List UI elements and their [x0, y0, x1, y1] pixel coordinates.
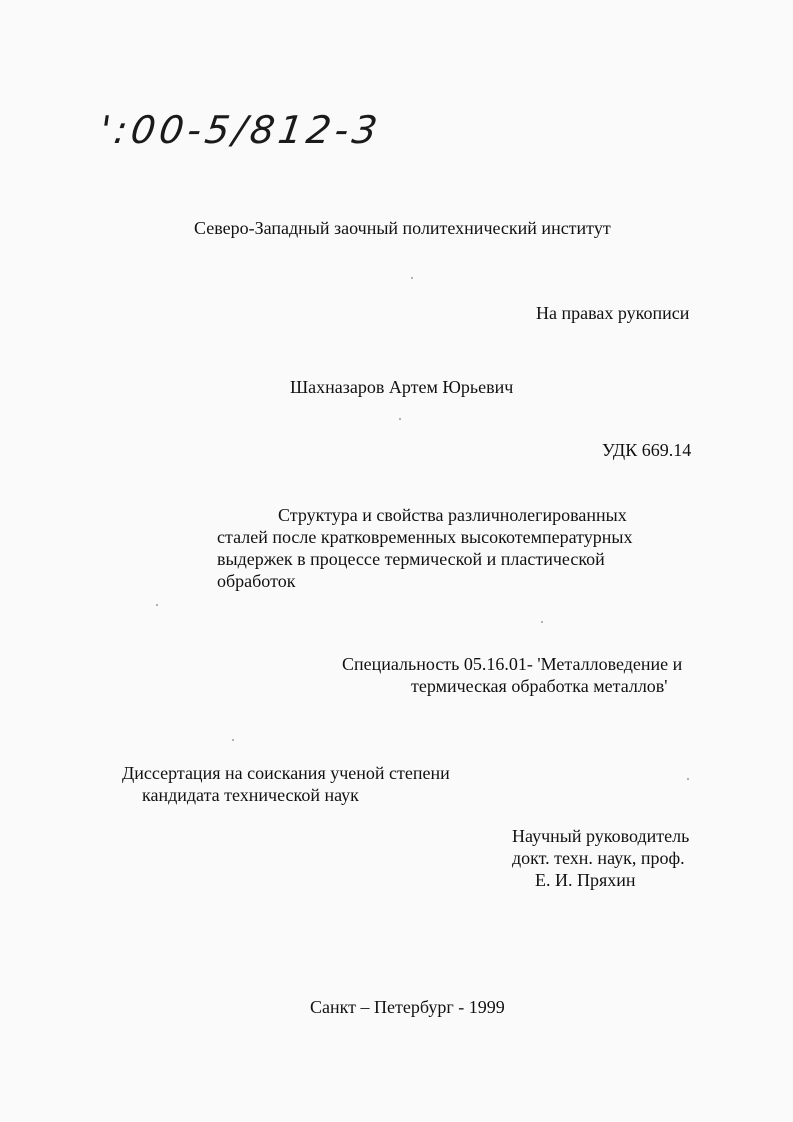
supervisor-line: Е. И. Пряхин — [535, 870, 636, 890]
scan-speck — [399, 418, 401, 420]
scan-speck — [541, 621, 543, 623]
institution-name: Северо-Западный заочный политехнический институт — [194, 218, 611, 238]
title-line: сталей после кратковременных высокотемпературных — [217, 527, 633, 547]
degree-line: Диссертация на соискания ученой степени — [122, 763, 450, 783]
scan-speck — [232, 739, 234, 741]
udc-code: УДК 669.14 — [602, 440, 692, 460]
author-name: Шахназаров Артем Юрьевич — [290, 377, 514, 397]
supervisor-line: докт. техн. наук, проф. — [512, 848, 685, 868]
title-line: выдержек в процессе термической и пластической — [217, 549, 605, 569]
specialty-line: Специальность 05.16.01- 'Металловедение и — [342, 654, 683, 674]
title-line: обработок — [217, 571, 296, 591]
archive-number-handwritten: ':00-5/812-3 — [96, 108, 384, 152]
scan-speck — [156, 604, 158, 606]
supervisor-line: Научный руководитель — [512, 826, 690, 846]
manuscript-rights-note: На правах рукописи — [536, 303, 690, 323]
degree-line: кандидата технической наук — [142, 785, 359, 805]
title-line: Структура и свойства различнолегированных — [278, 505, 627, 525]
specialty-line: термическая обработка металлов' — [411, 676, 668, 696]
city-year: Санкт – Петербург - 1999 — [310, 997, 505, 1017]
scan-speck — [687, 778, 689, 780]
scan-speck — [411, 277, 413, 279]
